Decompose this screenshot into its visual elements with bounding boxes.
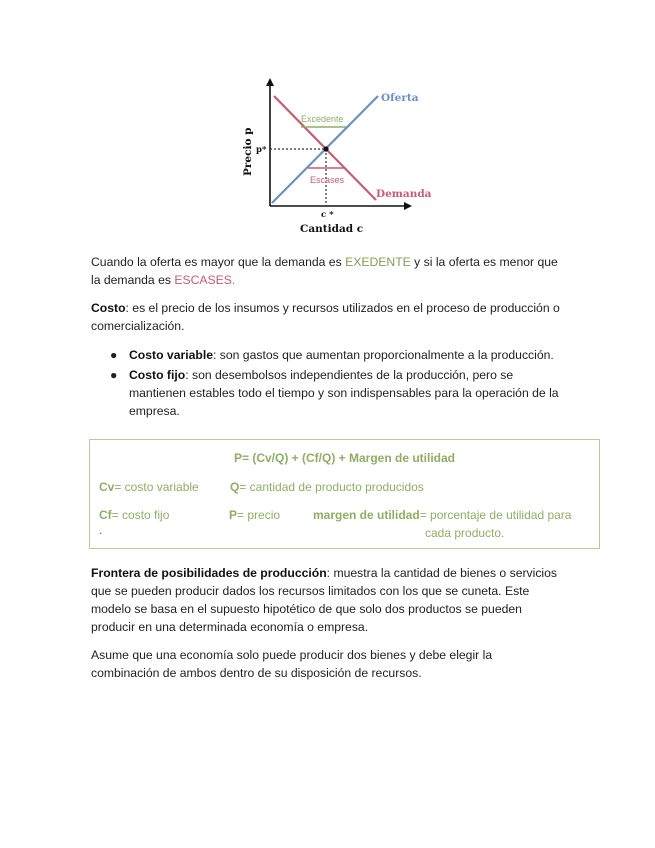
- p-text: = precio: [237, 508, 281, 522]
- para1-text-start: Cuando la oferta es mayor que la demanda es: [91, 255, 346, 269]
- p-definition: [229, 508, 280, 522]
- asume-paragraph: Asume que una economía solo puede producir dos bienes y debe elegir la combinación de ambos dentro de su disposición de recursos.: [91, 648, 493, 680]
- costo-variable-definition: : son gastos que aumentan proporcionalmente a la producción.: [213, 348, 554, 362]
- q-definition: [230, 480, 424, 494]
- equilibrium-point: [323, 146, 328, 151]
- frontera-definition: : muestra la cantidad de bienes o servicios que se pueden producir dados los recursos limitados con los que se cuneta. Este modelo se basa en el supuesto hipotético de que solo dos productos se pueden producir en una determinada economía o empresa.: [91, 566, 558, 634]
- y-axis-arrow: [266, 78, 274, 86]
- q-text: = cantidad de producto producidos: [239, 480, 424, 494]
- supply-demand-svg: [236, 76, 436, 238]
- list-item: [91, 346, 566, 364]
- cost-types-list: [91, 346, 566, 422]
- price-formula-box: [89, 439, 600, 549]
- excedente-word: EXEDENTE: [345, 255, 411, 269]
- list-item: [91, 366, 566, 420]
- margen-definition: [313, 508, 571, 522]
- supply-label: Oferta: [381, 92, 419, 104]
- costo-paragraph: [91, 299, 566, 335]
- margen-definition-cont: cada producto.: [425, 526, 505, 540]
- cv-text: = costo variable: [114, 480, 199, 494]
- x-axis-label: Cantidad c: [300, 223, 364, 235]
- x-axis-arrow: [404, 202, 412, 210]
- formula-title: P= (Cv/Q) + (Cf/Q) + Margen de utilidad: [233, 451, 456, 465]
- y-axis-label: Precio p: [242, 127, 254, 176]
- demand-label: Demanda: [376, 188, 432, 200]
- costo-variable-term: Costo variable: [129, 348, 213, 362]
- supply-demand-diagram: [236, 76, 436, 238]
- costo-fijo-definition: : son desembolsos independientes de la producción, pero se mantienen estables todo el tiempo y son indispensables para la operación de la empresa.: [129, 368, 559, 418]
- bullet-icon: ●: [110, 348, 118, 362]
- oferta-demanda-paragraph: [91, 253, 566, 289]
- formula-stray-dot: .: [99, 523, 103, 537]
- frontera-term: Frontera de posibilidades de producción: [91, 566, 327, 580]
- margen-text: = porcentaje de utilidad para: [419, 508, 572, 522]
- shortage-label: Escases: [310, 175, 345, 185]
- bullet-icon: ●: [110, 368, 118, 382]
- cf-text: = costo fijo: [111, 508, 170, 522]
- cf-definition: [99, 508, 169, 522]
- margen-key: margen de utilidad: [313, 508, 420, 522]
- surplus-label: Excedente: [301, 114, 344, 124]
- cf-key: Cf: [99, 508, 112, 522]
- cv-definition: [99, 480, 199, 494]
- frontera-paragraph: [91, 564, 566, 636]
- q-key: Q: [230, 480, 240, 494]
- para1-text-mid: y si la oferta es menor que la demanda es: [91, 255, 558, 287]
- p-star-label: p*: [256, 145, 267, 155]
- c-star-label: c *: [321, 210, 334, 220]
- costo-definition: : es el precio de los insumos y recursos utilizados en el proceso de producción o comercialización.: [91, 301, 560, 333]
- costo-term: Costo: [91, 301, 126, 315]
- p-key: P: [229, 508, 238, 522]
- costo-fijo-term: Costo fijo: [129, 368, 186, 382]
- cv-key: Cv: [99, 480, 115, 494]
- escases-word: ESCASES.: [174, 273, 236, 287]
